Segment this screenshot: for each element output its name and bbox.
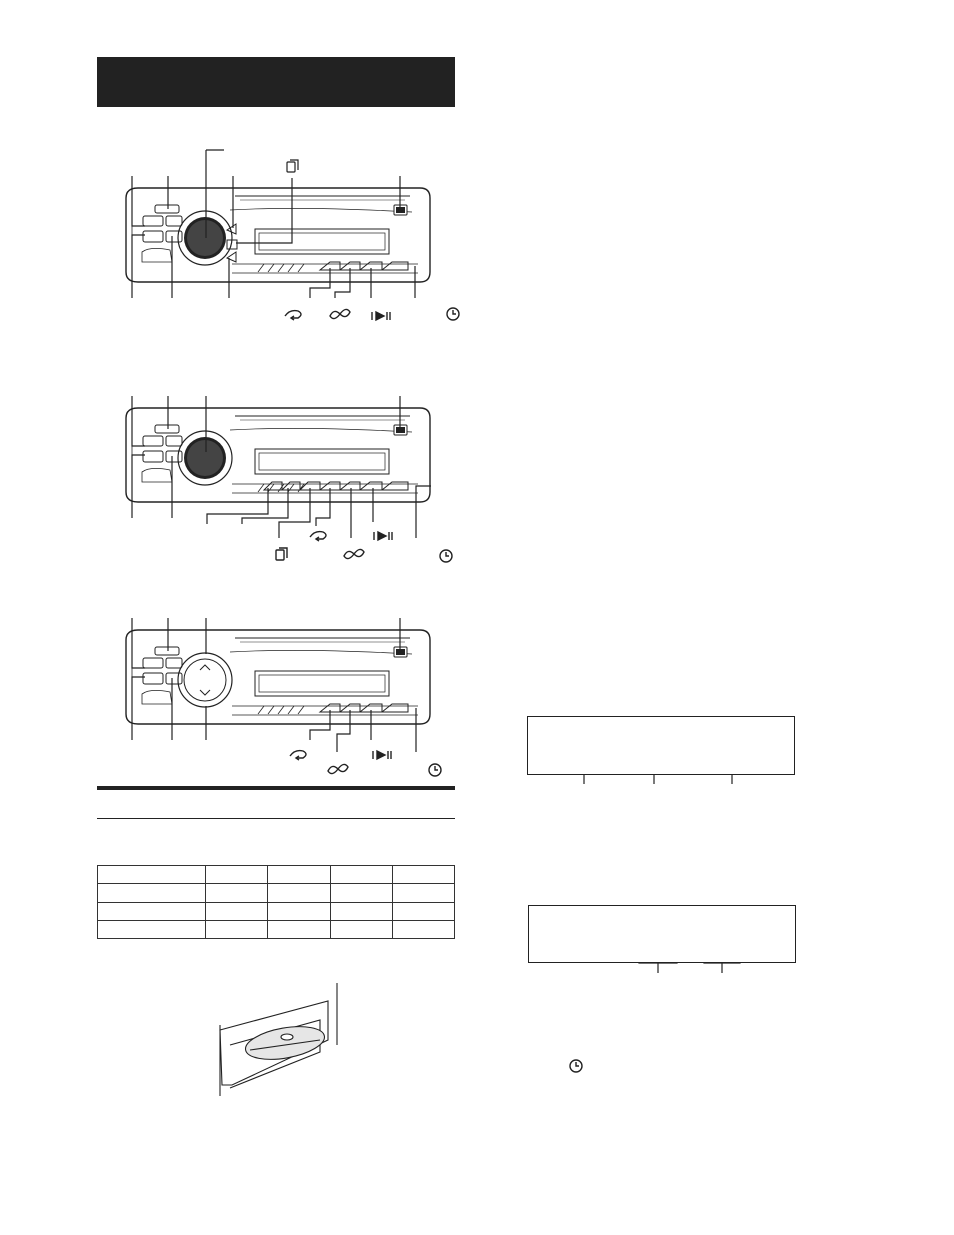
random-icon (328, 764, 348, 773)
clock-icon (440, 550, 452, 562)
table-cell (330, 902, 392, 920)
table-cell (330, 884, 392, 902)
section-rule-thin (97, 818, 455, 819)
table-row (98, 920, 455, 938)
section-rule-thick (97, 786, 455, 790)
table-cell (392, 902, 454, 920)
random-icon (344, 549, 364, 558)
table-cell (330, 920, 392, 938)
table-cell (98, 902, 206, 920)
table-cell (98, 866, 206, 884)
table-cell (268, 884, 330, 902)
folder-icon (287, 160, 298, 172)
front-panel-model-c (126, 618, 430, 752)
front-panel-model-a (126, 150, 430, 298)
display-example-2 (528, 905, 796, 963)
table-cell (206, 902, 268, 920)
table-cell (268, 920, 330, 938)
table-cell (268, 866, 330, 884)
folder-icon (276, 548, 287, 560)
table-row (98, 902, 455, 920)
repeat-icon (285, 311, 301, 320)
clock-icon (429, 764, 441, 776)
front-panel-model-b (126, 396, 431, 538)
play-pause-icon (374, 532, 392, 540)
table-cell (392, 866, 454, 884)
play-pause-icon (373, 751, 391, 759)
spec-table (97, 865, 455, 939)
disc-insertion-illustration (220, 983, 337, 1096)
table-cell (98, 920, 206, 938)
table-cell (98, 884, 206, 902)
random-icon (330, 309, 350, 318)
table-cell (206, 866, 268, 884)
play-pause-icon (372, 312, 390, 320)
table-cell (206, 884, 268, 902)
table-row (98, 884, 455, 902)
table-cell (268, 902, 330, 920)
repeat-icon (310, 532, 326, 541)
clock-icon (447, 308, 459, 320)
display-example-1 (527, 716, 795, 775)
table-cell (206, 920, 268, 938)
clock-icon (570, 1060, 582, 1072)
table-cell (330, 866, 392, 884)
table-cell (392, 884, 454, 902)
table-row (98, 866, 455, 884)
repeat-icon (290, 751, 306, 760)
table-cell (392, 920, 454, 938)
